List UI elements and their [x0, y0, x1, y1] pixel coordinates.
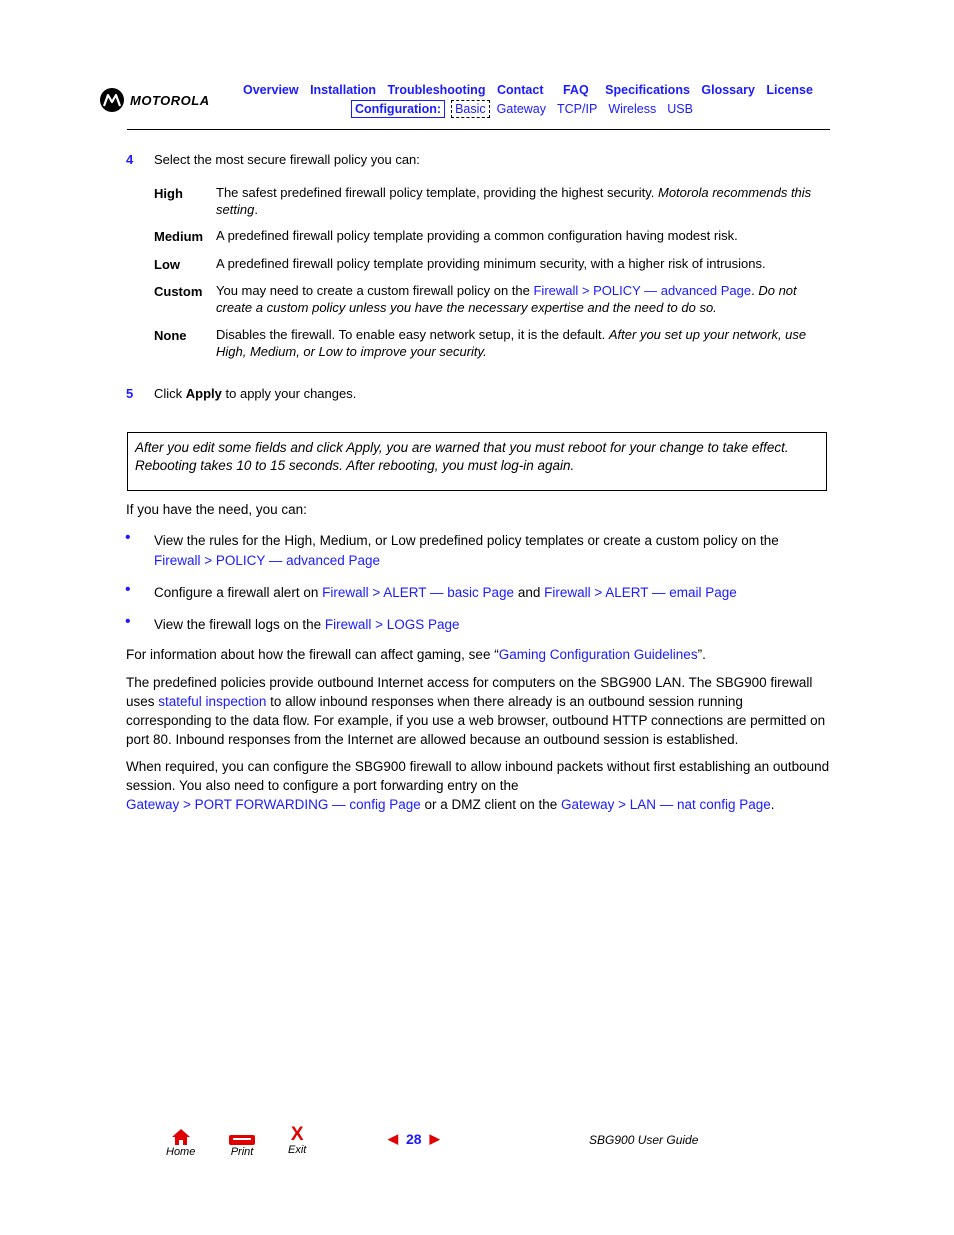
home-button[interactable]	[166, 1128, 195, 1158]
exit-label: Exit	[288, 1144, 307, 1156]
nav-installation[interactable]: Installation	[310, 83, 377, 97]
firewall-alert-basic-link[interactable]: Firewall > ALERT — basic Page	[322, 585, 515, 600]
nav-contact[interactable]: Contact	[496, 83, 544, 97]
page-navigator	[388, 1131, 440, 1147]
guide-title: SBG900 User Guide	[589, 1133, 699, 1147]
bullet-3: View the firewall logs on the Firewall > LOGS Page	[154, 617, 460, 632]
lan-nat-config-link[interactable]: Gateway > LAN — nat config Page	[561, 797, 771, 812]
home-icon	[171, 1128, 191, 1146]
config-nav	[351, 100, 704, 118]
stateful-inspection-link[interactable]: stateful inspection	[158, 694, 267, 709]
nav-faq[interactable]: FAQ	[562, 83, 589, 97]
bullet-marker: •	[125, 613, 131, 630]
bullet-2: Configure a firewall alert on Firewall > ALERT — basic Page and Firewall > ALERT — email Page	[154, 585, 737, 600]
bullet-marker: •	[125, 581, 131, 598]
nav-overview[interactable]: Overview	[243, 83, 299, 97]
policy-term-high: High	[154, 186, 183, 201]
brand-name: MOTOROLA	[130, 92, 210, 108]
home-label: Home	[166, 1146, 196, 1158]
step-5-number: 5	[126, 386, 134, 401]
policy-term-medium: Medium	[154, 229, 204, 244]
prev-page-icon[interactable]: ◀	[388, 1131, 398, 1146]
intro-text: If you have the need, you can:	[126, 502, 307, 517]
policy-desc-none: Disables the firewall. To enable easy network setup, it is the default. After you set up your network, use High, Medium, or Low to improve your security.	[216, 327, 807, 359]
nav-basic[interactable]: Basic	[451, 100, 490, 118]
predefined-policies-paragraph: The predefined policies provide outbound Internet access for computers on the SBG900 LAN. The SBG900 firewall uses stateful inspection to allow inbound responses when there already is an outbound session running corresponding to the data flow. For example, if you use a web browser, outbound HTTP connections are permitted on port 80. Inbound responses from the Internet are allowed because an outbound session is established.	[126, 675, 826, 747]
next-page-icon[interactable]: ▶	[429, 1131, 440, 1146]
nav-license[interactable]: License	[766, 83, 813, 97]
step-4-number: 4	[126, 152, 134, 167]
nav-wireless[interactable]: Wireless	[608, 102, 657, 116]
firewall-alert-email-link[interactable]: Firewall > ALERT — email Page	[544, 585, 737, 600]
bullet-1: View the rules for the High, Medium, or Low predefined policy templates or create a custom policy on the Firewall > POLICY — advanced Page	[154, 533, 779, 568]
nav-gateway[interactable]: Gateway	[496, 102, 547, 116]
print-label: Print	[230, 1146, 254, 1158]
top-nav	[243, 83, 821, 97]
print-icon	[228, 1134, 256, 1146]
step-5-text: Click Apply to apply your changes.	[154, 386, 357, 401]
gaming-guidelines-link[interactable]: Gaming Configuration Guidelines	[498, 647, 698, 662]
firewall-logs-link[interactable]: Firewall > LOGS Page	[324, 617, 460, 632]
firewall-policy-link[interactable]: Firewall > POLICY — advanced Page	[533, 283, 752, 298]
nav-specifications[interactable]: Specifications	[605, 83, 690, 97]
bullet-marker: •	[125, 529, 131, 546]
header-divider	[127, 129, 830, 130]
policy-term-low: Low	[154, 257, 180, 272]
print-button[interactable]	[228, 1134, 256, 1158]
policy-desc-low: A predefined firewall policy template providing minimum security, with a higher risk of intrusions.	[216, 256, 766, 271]
reboot-note-text: After you edit some fields and click Apply, you are warned that you must reboot for your change to take effect. Rebooting takes 10 to 15 seconds. After rebooting, you must log-in again.	[135, 440, 789, 473]
nav-usb[interactable]: USB	[667, 102, 693, 116]
firewall-policy-advanced-link[interactable]: Firewall > POLICY — advanced Page	[154, 553, 380, 568]
policy-term-none: None	[154, 328, 187, 343]
motorola-batwing-icon	[100, 88, 124, 112]
policy-desc-high: The safest predefined firewall policy template, providing the highest security. Motorola recommends this setting.	[216, 185, 812, 217]
nav-configuration[interactable]: Configuration:	[351, 100, 445, 118]
nav-glossary[interactable]: Glossary	[701, 83, 755, 97]
port-forwarding-link[interactable]: Gateway > PORT FORWARDING — config Page	[126, 797, 421, 812]
nav-tcpip[interactable]: TCP/IP	[557, 102, 598, 116]
reboot-note	[127, 432, 827, 491]
inbound-config-paragraph: When required, you can configure the SBG900 firewall to allow inbound packets without first establishing an outbound session. You also need to configure a port forwarding entry on the Gateway > PORT FORWARDING — config Page or a DMZ client on the Gateway > LAN — nat config Page.	[126, 759, 830, 812]
gaming-paragraph: For information about how the firewall can affect gaming, see “Gaming Configuration Guidelines”.	[126, 647, 706, 662]
exit-icon: X	[290, 1124, 304, 1145]
page-number: 28	[406, 1131, 422, 1147]
nav-troubleshooting[interactable]: Troubleshooting	[387, 83, 486, 97]
exit-button[interactable]	[288, 1126, 306, 1156]
motorola-logo	[100, 88, 210, 112]
policy-desc-custom: You may need to create a custom firewall policy on the Firewall > POLICY — advanced Page. Do not create a custom policy unless you have the necessary expertise and the need to do so.	[216, 283, 797, 315]
policy-desc-medium: A predefined firewall policy template providing a common configuration having modest risk.	[216, 228, 738, 243]
policy-term-custom: Custom	[154, 284, 203, 299]
step-4-text: Select the most secure firewall policy you can:	[154, 152, 420, 167]
